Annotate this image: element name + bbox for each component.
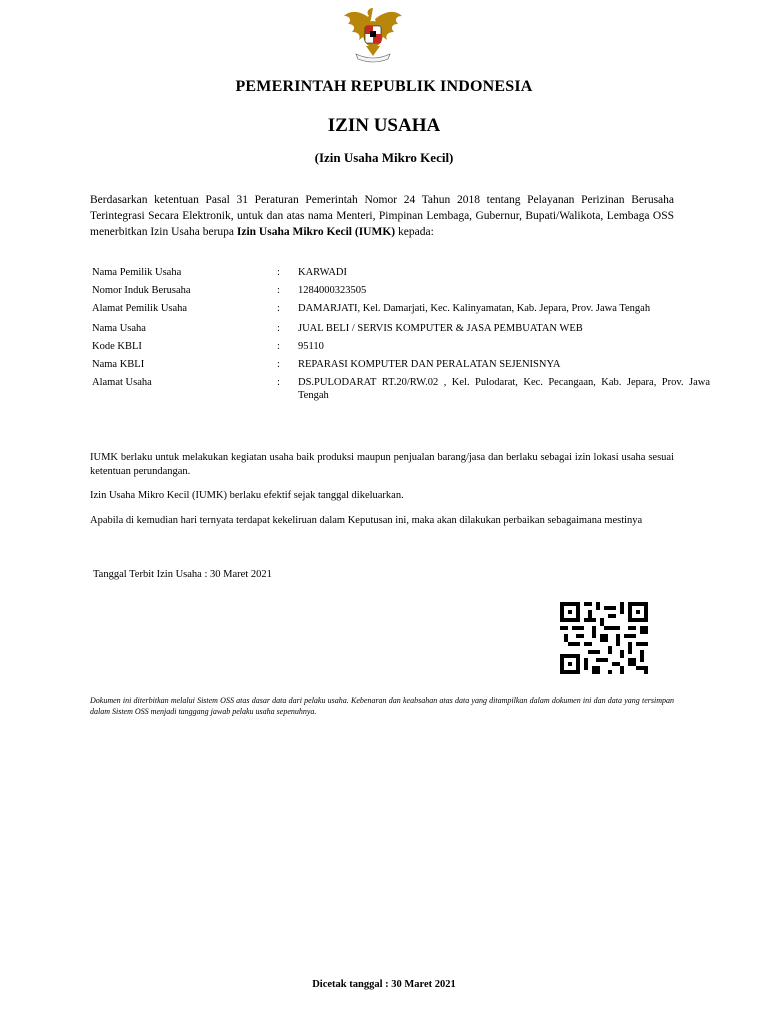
detail-value: 1284000323505 [298, 285, 367, 296]
detail-value: 95110 [298, 341, 324, 352]
disclaimer: Dokumen ini diterbitkan melalui Sistem OSS atas dasar data dari pelaku usaha. Kebenaran dan keabsahan atas data yang ditampilkan dalam dokumen ini dan data yang tersimpan dalam Sistem OSS menjadi tanggang jawab pelaku usaha sepenuhnya. [90, 696, 674, 716]
intro-paragraph [90, 192, 674, 240]
detail-value: KARWADI [298, 267, 347, 278]
validity-paragraph: IUMK berlaku untuk melakukan kegiatan usaha baik produksi maupun penjualan barang/jasa dan berlaku sebagai izin lokasi usaha sesuai ketentuan perundangan. [90, 452, 674, 477]
government-title: PEMERINTAH REPUBLIK INDONESIA [235, 78, 533, 95]
detail-label: Nama Pemilik Usaha [92, 267, 182, 278]
detail-row-nib [90, 282, 710, 297]
detail-separator: : [277, 341, 280, 352]
issue-date: Tanggal Terbit Izin Usaha : 30 Maret 2021 [93, 569, 272, 580]
detail-value: DS.PULODARAT RT.20/RW.02 , Kel. Pulodarat, Kec. Pecangaan, Kab. Jepara, Prov. Jawa Tengah [298, 377, 710, 401]
detail-label: Nama Usaha [92, 323, 146, 334]
document-subtitle: (Izin Usaha Mikro Kecil) [314, 150, 454, 165]
detail-row-owner-address [90, 300, 710, 315]
detail-label: Alamat Pemilik Usaha [92, 303, 188, 314]
detail-label: Nama KBLI [92, 359, 145, 370]
print-date: Dicetak tanggal : 30 Maret 2021 [312, 979, 456, 990]
detail-separator: : [277, 285, 280, 296]
intro-bold-permit: Izin Usaha Mikro Kecil (IUMK) [236, 226, 396, 238]
correction-paragraph: Apabila di kemudian hari ternyata terdapat kekeliruan dalam Keputusan ini, maka akan dilakukan perbaikan sebagaimana mestinya [90, 515, 643, 526]
detail-row-business-address [90, 374, 710, 402]
intro-text: Berdasarkan ketentuan Pasal 31 Peraturan Pemerintah Nomor 24 Tahun 2018 tentang Pelayanan Perizinan Berusaha Terintegrasi Secara Elektronik, untuk dan atas nama Menteri, Pimpinan Lembaga, Gubernur, Bupati/Walikota, Lembaga OSS menerbitkan Izin Usaha berupa [90, 194, 674, 238]
detail-value: JUAL BELI / SERVIS KOMPUTER & JASA PEMBUATAN WEB [298, 323, 583, 334]
detail-value: DAMARJATI, Kel. Damarjati, Kec. Kalinyamatan, Kab. Jepara, Prov. Jawa Tengah [298, 303, 651, 314]
detail-separator: : [277, 377, 280, 388]
document-title: IZIN USAHA [327, 115, 441, 136]
detail-value: REPARASI KOMPUTER DAN PERALATAN SEJENISNYA [298, 359, 561, 370]
effective-paragraph: Izin Usaha Mikro Kecil (IUMK) berlaku efektif sejak tanggal dikeluarkan. [90, 490, 404, 501]
detail-label: Alamat Usaha [92, 377, 152, 388]
detail-row-kbli-name [90, 356, 710, 371]
qr-code-icon [560, 602, 648, 674]
detail-separator: : [277, 359, 280, 370]
detail-label: Nomor Induk Berusaha [92, 285, 191, 296]
garuda-emblem-icon [342, 4, 404, 66]
detail-separator: : [277, 303, 280, 314]
detail-separator: : [277, 267, 280, 278]
detail-row-owner-name [90, 264, 710, 279]
intro-tail: kepada: [395, 226, 434, 238]
detail-label: Kode KBLI [92, 341, 142, 352]
detail-row-kbli-code [90, 338, 710, 353]
business-details [90, 264, 710, 405]
detail-row-business-name [90, 320, 710, 335]
detail-separator: : [277, 323, 280, 334]
